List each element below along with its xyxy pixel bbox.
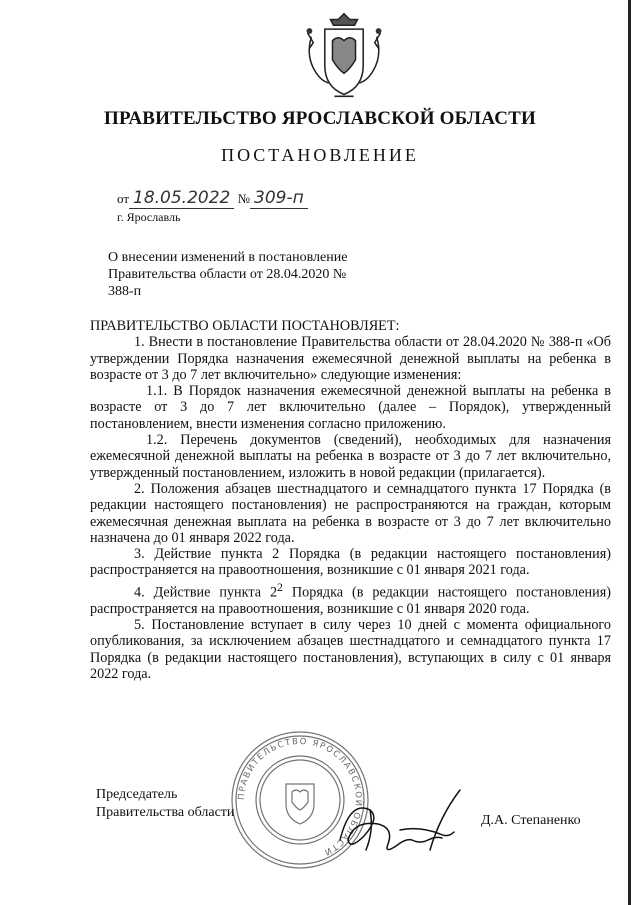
resolution-lead: ПРАВИТЕЛЬСТВО ОБЛАСТИ ПОСТАНОВЛЯЕТ: <box>90 318 400 334</box>
scan-edge <box>628 0 631 905</box>
clause-1: 1. Внести в постановление Правительства области от 28.04.2020 № 388-п «Об утверждении Порядка назначения ежемесячной денежной выплаты на ребенка в возрасте от 3 до 7 лет включительно» следующие изменения: <box>90 334 611 383</box>
handwritten-signature <box>330 780 480 870</box>
clause-1-1: 1.1. В Порядок назначения ежемесячной денежной выплаты на ребенка в возрасте от 3 до 7 лет включительно (далее – Порядок), утвержденный постановлением, внести изменения согласно приложению. <box>90 383 611 432</box>
signatory-position-line2: Правительства области <box>96 805 235 820</box>
clause-4-superscript: 2 <box>277 579 283 594</box>
coat-of-arms-icon <box>296 8 392 104</box>
clause-4-start: 4. Действие пункта 2 <box>134 584 278 601</box>
date-number-line <box>117 188 308 208</box>
decree-body <box>90 318 611 682</box>
document-type: ПОСТАНОВЛЕНИЕ <box>221 145 419 165</box>
signatory-position-line1: Председатель <box>96 787 178 802</box>
decree-subject: О внесении изменений в постановление Правительства области от 28.04.2020 № 388-п <box>108 250 348 299</box>
clause-3: 3. Действие пункта 2 Порядка (в редакции настоящего постановления) распространяется на правоотношения, возникшие с 01 января 2021 года. <box>90 546 611 579</box>
clause-4 <box>90 579 611 617</box>
signatory-position <box>96 786 234 822</box>
number-prefix: № <box>237 191 251 206</box>
decree-date: 18.05.2022 <box>129 188 234 209</box>
clause-5: 5. Постановление вступает в силу через 10 дней с момента официального опубликования, за исключением абзацев шестнадцатого и семнадцатого пункта 17 Порядка (в редакции настоящего постановления), вступающих в силу с 01 января 2022 года. <box>90 617 611 682</box>
clause-1-2: 1.2. Перечень документов (сведений), необходимых для назначения ежемесячной денежной выплаты на ребенка в возрасте от 3 до 7 лет включительно, утвержденный постановлением, изложить в новой редакции (прилагается). <box>90 432 611 481</box>
signatory-name: Д.А. Степаненко <box>481 813 581 828</box>
decree-number: 309-п <box>250 188 308 209</box>
clause-4-end: Порядка (в редакции настоящего постановления) распространяется на правоотношения, возникшие с 01 января 2020 года. <box>90 584 611 617</box>
clause-2: 2. Положения абзацев шестнадцатого и семнадцатого пункта 17 Порядка (в редакции настоящего постановления) не распространяются на граждан, которым ежемесячная денежная выплата на ребенка в возрасте от 3 до 7 лет включительно назначена до 01 января 2022 года. <box>90 480 611 546</box>
stamp-text: ПРАВИТЕЛЬСТВО ЯРОСЛАВСКОЙ ОБЛАСТИ <box>236 736 364 858</box>
date-prefix: от <box>117 191 130 206</box>
government-title: ПРАВИТЕЛЬСТВО ЯРОСЛАВСКОЙ ОБЛАСТИ <box>104 108 536 129</box>
city: г. Ярославль <box>117 210 181 224</box>
